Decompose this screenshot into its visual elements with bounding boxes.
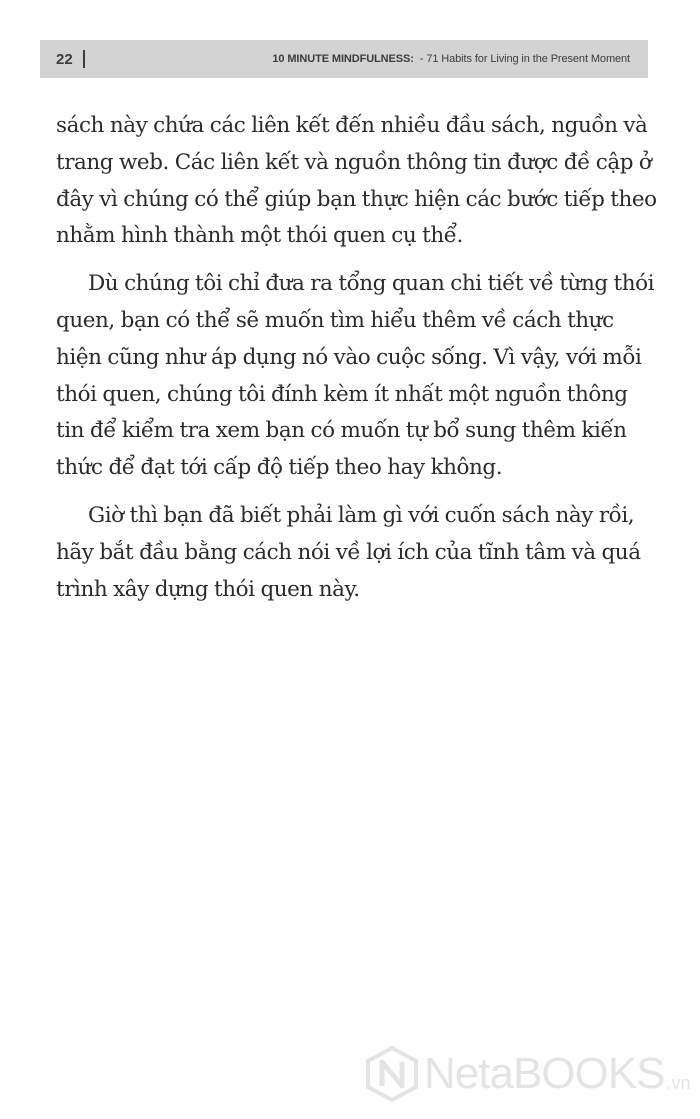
- netabooks-logo-icon: [366, 1046, 418, 1102]
- text-line: hiện cũng như áp dụng nó vào cuộc sống. Vì vậy, với mỗi: [56, 344, 642, 370]
- book-subtitle: - 71 Habits for Living in the Present Moment: [419, 53, 630, 65]
- text-line: trình xây dựng thói quen này.: [56, 576, 360, 602]
- running-title: [272, 53, 630, 65]
- text-line: Dù chúng tôi chỉ đưa ra tổng quan chi tiết về từng thói: [88, 271, 655, 297]
- text-line: thói quen, chúng tôi đính kèm ít nhất một nguồn thông: [56, 381, 628, 407]
- text-line: trang web. Các liên kết và nguồn thông tin được đề cập ở: [56, 149, 652, 175]
- paragraph-2: [56, 266, 656, 487]
- text-line: đây vì chúng có thể giúp bạn thực hiện các bước tiếp theo: [56, 186, 657, 212]
- text-line: quen, bạn có thể sẽ muốn tìm hiểu thêm về cách thực: [56, 307, 614, 333]
- header-divider: [83, 50, 85, 68]
- text-line: sách này chứa các liên kết đến nhiều đầu sách, nguồn và: [56, 113, 648, 138]
- paragraph-3: [56, 498, 656, 608]
- text-line: nhằm hình thành một thói quen cụ thể.: [56, 223, 463, 249]
- paragraph-1: [56, 108, 656, 255]
- text-line: thức để đạt tới cấp độ tiếp theo hay không.: [56, 455, 503, 481]
- text-line: Giờ thì bạn đã biết phải làm gì với cuốn sách này rồi,: [88, 502, 635, 528]
- body-text: [56, 108, 656, 619]
- book-title: 10 MINUTE MINDFULNESS:: [272, 53, 414, 65]
- watermark-suffix: .vn: [666, 1073, 691, 1093]
- netabooks-watermark: [366, 1046, 690, 1102]
- text-line: tin để kiểm tra xem bạn có muốn tự bổ sung thêm kiến: [56, 418, 627, 444]
- running-header: [40, 40, 648, 78]
- page-number: 22: [56, 50, 73, 68]
- watermark-text: NetaBOOKS: [424, 1049, 665, 1098]
- text-line: hãy bắt đầu bằng cách nói về lợi ích của tĩnh tâm và quá: [56, 539, 641, 565]
